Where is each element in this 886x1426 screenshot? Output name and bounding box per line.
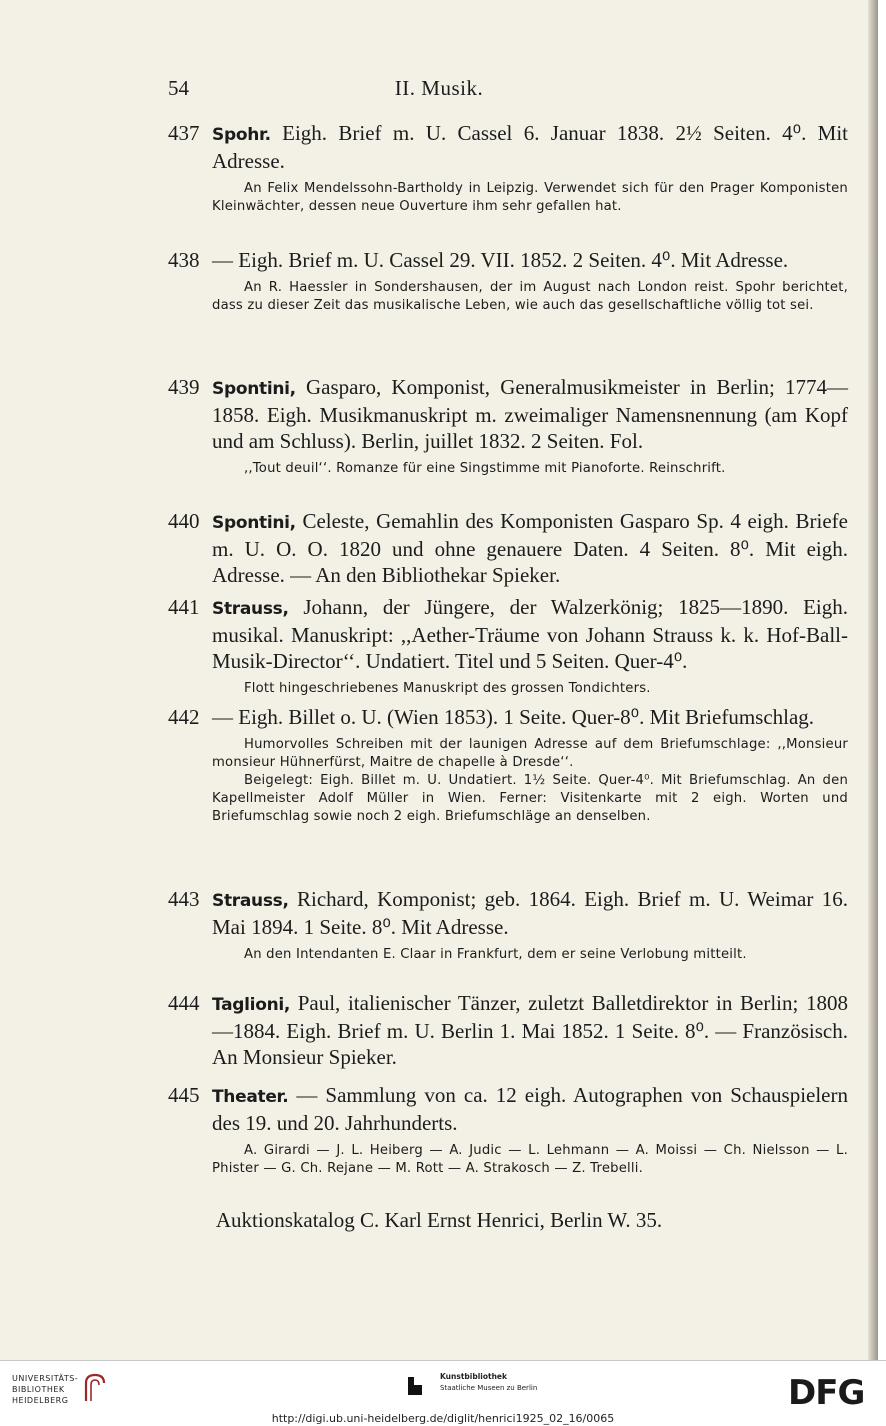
uni-name-line: UNIVERSITÄTS- bbox=[12, 1374, 79, 1383]
entry-main bbox=[168, 120, 848, 174]
catalog-entry bbox=[168, 1082, 848, 1178]
kunstbibliothek-logo-icon bbox=[406, 1373, 426, 1401]
entry-text: Gasparo, Komponist, Generalmusikmeister in Berlin; 1774—1858. Eigh. Musikmanuskript m. zweimaliger Namensnennung (am Kopf und am Schluss). Berlin, juillet 1832. 2 Seiten. Fol. bbox=[212, 375, 848, 453]
university-library-logo[interactable] bbox=[12, 1373, 78, 1406]
note-paragraph: Beigelegt: Eigh. Billet m. U. Undatiert. 1½ Seite. Quer-4⁰. Mit Briefumschlag. An den Kapellmeister Adolf Müller in Wien. Ferner: Visitenkarte mit 2 eigh. Worten und Briefumschlag sowie noch 2 eigh. Briefumschläge an denselben. bbox=[212, 773, 848, 824]
entry-number: 442 bbox=[168, 705, 200, 729]
entry-number: 437 bbox=[168, 121, 200, 145]
entry-main bbox=[168, 990, 848, 1070]
entry-number: 439 bbox=[168, 375, 200, 399]
uni-name-line: BIBLIOTHEK bbox=[12, 1385, 65, 1394]
note-paragraph: An Felix Mendelssohn-Bartholdy in Leipzig. Verwendet sich für den Prager Komponisten Kleinwächter, dessen neue Ouverture ihm sehr gefallen hat. bbox=[212, 181, 848, 214]
entry-note bbox=[168, 1142, 848, 1178]
entry-number: 438 bbox=[168, 248, 200, 272]
entry-note bbox=[168, 279, 848, 315]
entry-number: 440 bbox=[168, 509, 200, 533]
catalog-entry bbox=[168, 704, 848, 826]
entry-note bbox=[168, 736, 848, 826]
page-edge bbox=[868, 0, 878, 1360]
entry-name: Theater. bbox=[212, 1087, 289, 1107]
kb-subtitle: Staatliche Museen zu Berlin bbox=[440, 1384, 538, 1392]
entry-name: Strauss, bbox=[212, 891, 289, 911]
note-paragraph: A. Girardi — J. L. Heiberg — A. Judic — L. Lehmann — A. Moissi — Ch. Nielsson — L. Phister — G. Ch. Rejane — M. Rott — A. Strakosch — Z. Trebelli. bbox=[212, 1143, 848, 1176]
catalog-footer: Auktionskatalog C. Karl Ernst Henrici, Berlin W. 35. bbox=[215, 1208, 663, 1232]
entry-main bbox=[168, 886, 848, 940]
note-paragraph: An R. Haessler in Sondershausen, der im August nach London reist. Spohr berichtet, dass zu dieser Zeit das musikalische Leben, wie auch das gesellschaftliche völlig tot sei. bbox=[212, 280, 848, 313]
entry-note bbox=[168, 680, 848, 698]
entry-text: Paul, italienischer Tänzer, zuletzt Balletdirektor in Berlin; 1808—1884. Eigh. Brief m. U. Berlin 1. Mai 1852. 1 Seite. 8⁰. — Französisch. An Monsieur Spieker. bbox=[212, 991, 848, 1069]
catalog-entry bbox=[168, 247, 848, 315]
note-paragraph: ,,Tout deuil‘‘. Romanze für eine Singstimme mit Pianoforte. Reinschrift. bbox=[244, 461, 726, 476]
entry-text: — Eigh. Brief m. U. Cassel 29. VII. 1852. 2 Seiten. 4⁰. Mit Adresse. bbox=[212, 248, 789, 272]
catalog-entry bbox=[168, 374, 848, 478]
catalog-entry bbox=[168, 508, 848, 588]
catalog-entry bbox=[168, 120, 848, 216]
entry-name: Spohr. bbox=[212, 125, 271, 145]
running-head: II. Musik. bbox=[394, 76, 484, 100]
entry-number: 444 bbox=[168, 991, 200, 1015]
permalink-url[interactable]: http://digi.ub.uni-heidelberg.de/diglit/henrici1925_02_16/0065 bbox=[271, 1412, 615, 1425]
entry-number: 445 bbox=[168, 1083, 200, 1107]
digitization-bar bbox=[0, 1360, 886, 1426]
entry-text: Johann, der Jüngere, der Walzerkönig; 1825—1890. Eigh. musikal. Manuskript: ,,Aether-Träume von Johann Strauss k. k. Hof-Ball-Musik-Director‘‘. Undatiert. Titel und 5 Seiten. Quer-4⁰. bbox=[212, 595, 848, 673]
entry-main bbox=[168, 1082, 848, 1136]
entry-text: Richard, Komponist; geb. 1864. Eigh. Brief m. U. Weimar 16. Mai 1894. 1 Seite. 8⁰. Mit Adresse. bbox=[212, 887, 848, 939]
entry-number: 441 bbox=[168, 595, 200, 619]
entry-main bbox=[168, 704, 848, 730]
dfg-logo[interactable]: DFG bbox=[788, 1373, 865, 1413]
entry-main bbox=[168, 374, 848, 454]
note-paragraph: Flott hingeschriebenes Manuskript des grossen Tondichters. bbox=[244, 681, 651, 696]
entry-name: Taglioni, bbox=[212, 995, 291, 1015]
entry-text: — Sammlung von ca. 12 eigh. Autographen von Schauspielern des 19. und 20. Jahrhunderts. bbox=[212, 1083, 848, 1135]
entry-note bbox=[168, 180, 848, 216]
catalog-entry bbox=[168, 594, 848, 698]
entry-number: 443 bbox=[168, 887, 200, 911]
university-seal-icon bbox=[82, 1371, 108, 1405]
entry-note bbox=[168, 946, 848, 964]
entry-text: Celeste, Gemahlin des Komponisten Gasparo Sp. 4 eigh. Briefe m. U. O. O. 1820 und ohne genauere Daten. 4 Seiten. 8⁰. Mit eigh. Adresse. — An den Bibliothekar Spieker. bbox=[212, 509, 848, 587]
entry-name: Strauss, bbox=[212, 599, 289, 619]
entry-main bbox=[168, 594, 848, 674]
note-paragraph: An den Intendanten E. Claar in Frankfurt, dem er seine Verlobung mitteilt. bbox=[244, 947, 747, 962]
catalog-entry bbox=[168, 990, 848, 1070]
catalog-entry bbox=[168, 886, 848, 964]
entry-main bbox=[168, 247, 848, 273]
entry-text: — Eigh. Billet o. U. (Wien 1853). 1 Seite. Quer-8⁰. Mit Briefumschlag. bbox=[212, 705, 815, 729]
page-number: 54 bbox=[168, 76, 189, 100]
uni-name-line: HEIDELBERG bbox=[12, 1396, 69, 1405]
entry-text: Eigh. Brief m. U. Cassel 6. Januar 1838. 2½ Seiten. 4⁰. Mit Adresse. bbox=[212, 121, 848, 173]
kb-title: Kunstbibliothek bbox=[440, 1372, 508, 1381]
entry-note bbox=[168, 460, 848, 478]
kunstbibliothek-label[interactable] bbox=[440, 1371, 537, 1394]
entry-name: Spontini, bbox=[212, 513, 296, 533]
entry-name: Spontini, bbox=[212, 379, 296, 399]
entry-main bbox=[168, 508, 848, 588]
note-paragraph: Humorvolles Schreiben mit der launigen Adresse auf dem Briefumschlage: ,,Monsieur monsieur Hühnerfürst, Maitre de chapelle à Dresde‘‘. bbox=[212, 737, 848, 770]
